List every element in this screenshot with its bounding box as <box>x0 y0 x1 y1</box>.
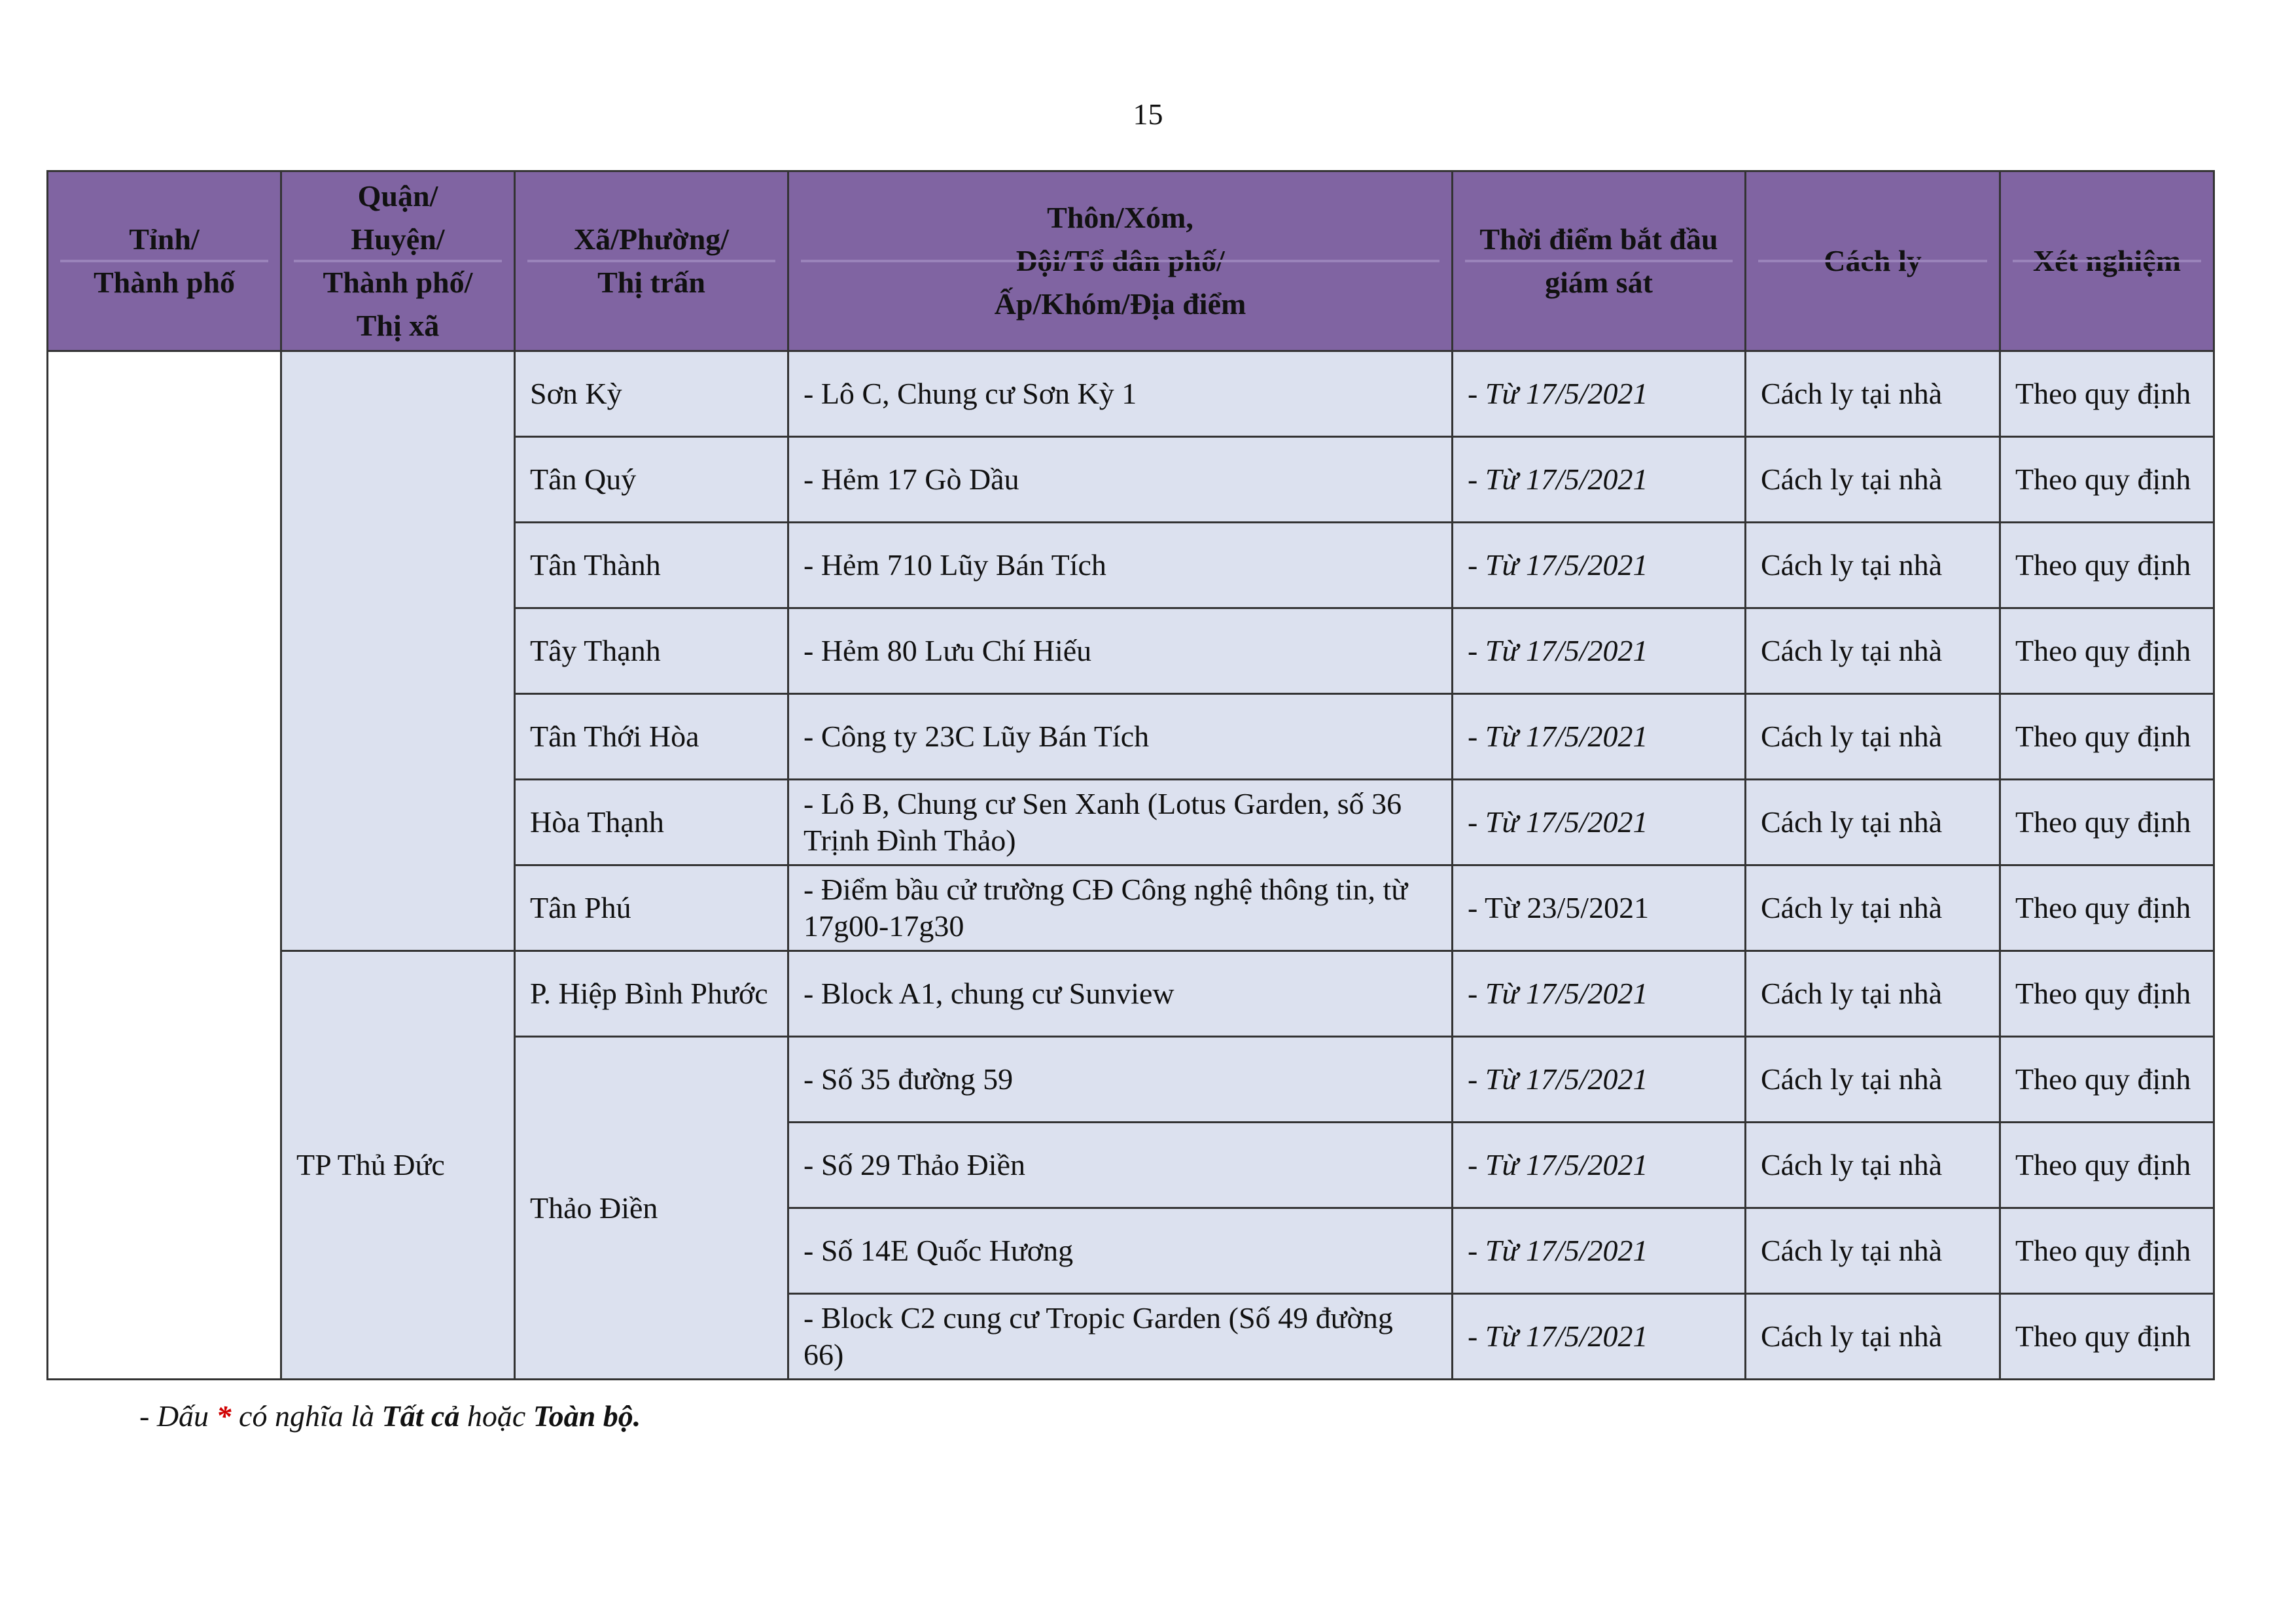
isolation-cell: Cách ly tại nhà <box>1746 1208 2000 1294</box>
location-cell: - Hẻm 80 Lưu Chí Hiếu <box>788 608 1453 694</box>
ward-cell: Tân Phú <box>515 865 788 951</box>
province-cell <box>48 351 281 1380</box>
header-row <box>48 171 2214 351</box>
header-isolation <box>1746 171 2000 351</box>
isolation-cell: Cách ly tại nhà <box>1746 865 2000 951</box>
test-cell: Theo quy định <box>2000 523 2214 608</box>
start-cell: - Từ 23/5/2021 <box>1453 865 1746 951</box>
isolation-cell: Cách ly tại nhà <box>1746 694 2000 780</box>
header-label: Tỉnh/ Thành phố <box>93 222 236 299</box>
location-cell: - Số 35 đường 59 <box>788 1037 1453 1123</box>
ward-cell: Tây Thạnh <box>515 608 788 694</box>
page-number: 15 <box>1133 97 1163 131</box>
isolation-cell: Cách ly tại nhà <box>1746 1294 2000 1380</box>
header-label: Thôn/Xóm, Đội/Tổ dân phố/ Ấp/Khóm/Địa điểm <box>994 201 1246 321</box>
footnote-or: hoặc <box>459 1399 533 1433</box>
asterisk-mark: * <box>216 1399 232 1433</box>
location-cell: - Điểm bầu cử trường CĐ Công nghệ thông tin, từ 17g00-17g30 <box>788 865 1453 951</box>
district-cell: TP Thủ Đức <box>281 951 515 1380</box>
header-label: Xã/Phường/ Thị trấn <box>573 222 730 299</box>
table-row <box>48 951 2214 1037</box>
start-cell: - Từ 17/5/2021 <box>1453 523 1746 608</box>
start-cell: - Từ 17/5/2021 <box>1453 437 1746 523</box>
footnote-mid: có nghĩa là <box>231 1399 382 1433</box>
location-cell: - Hẻm 710 Lũy Bán Tích <box>788 523 1453 608</box>
isolation-cell: Cách ly tại nhà <box>1746 608 2000 694</box>
location-cell: - Số 14E Quốc Hương <box>788 1208 1453 1294</box>
test-cell: Theo quy định <box>2000 865 2214 951</box>
footnote-whole: Toàn bộ. <box>533 1399 641 1433</box>
header-label: Cách ly <box>1824 244 1922 277</box>
start-cell: - Từ 17/5/2021 <box>1453 951 1746 1037</box>
district-cell <box>281 351 515 951</box>
test-cell: Theo quy định <box>2000 1208 2214 1294</box>
table-row <box>48 351 2214 437</box>
start-cell: - Từ 17/5/2021 <box>1453 608 1746 694</box>
test-cell: Theo quy định <box>2000 780 2214 865</box>
start-cell: - Từ 17/5/2021 <box>1453 1123 1746 1208</box>
isolation-cell: Cách ly tại nhà <box>1746 523 2000 608</box>
location-cell: - Số 29 Thảo Điền <box>788 1123 1453 1208</box>
test-cell: Theo quy định <box>2000 351 2214 437</box>
header-district <box>281 171 515 351</box>
isolation-cell: Cách ly tại nhà <box>1746 351 2000 437</box>
start-cell: - Từ 17/5/2021 <box>1453 1208 1746 1294</box>
ward-cell: P. Hiệp Bình Phước <box>515 951 788 1037</box>
ward-cell: Tân Thới Hòa <box>515 694 788 780</box>
test-cell: Theo quy định <box>2000 1294 2214 1380</box>
test-cell: Theo quy định <box>2000 1123 2214 1208</box>
test-cell: Theo quy định <box>2000 694 2214 780</box>
header-label: Thời điểm bắt đầu giám sát <box>1479 222 1718 299</box>
isolation-cell: Cách ly tại nhà <box>1746 1123 2000 1208</box>
ward-cell: Tân Thành <box>515 523 788 608</box>
location-cell: - Lô B, Chung cư Sen Xanh (Lotus Garden, số 36 Trịnh Đình Thảo) <box>788 780 1453 865</box>
start-cell: - Từ 17/5/2021 <box>1453 351 1746 437</box>
ward-cell: Sơn Kỳ <box>515 351 788 437</box>
header-ward <box>515 171 788 351</box>
location-cell: - Block A1, chung cư Sunview <box>788 951 1453 1037</box>
test-cell: Theo quy định <box>2000 951 2214 1037</box>
header-label: Xét nghiệm <box>2032 244 2181 277</box>
footnote-prefix: - Dấu <box>139 1399 217 1433</box>
isolation-cell: Cách ly tại nhà <box>1746 1037 2000 1123</box>
isolation-cell: Cách ly tại nhà <box>1746 780 2000 865</box>
ward-cell: Tân Quý <box>515 437 788 523</box>
monitoring-table <box>46 170 2215 1380</box>
location-cell: - Công ty 23C Lũy Bán Tích <box>788 694 1453 780</box>
footnote-all: Tất cả <box>381 1399 460 1433</box>
test-cell: Theo quy định <box>2000 608 2214 694</box>
ward-cell: Hòa Thạnh <box>515 780 788 865</box>
isolation-cell: Cách ly tại nhà <box>1746 951 2000 1037</box>
header-province <box>48 171 281 351</box>
location-cell: - Hẻm 17 Gò Dầu <box>788 437 1453 523</box>
isolation-cell: Cách ly tại nhà <box>1746 437 2000 523</box>
header-start-time <box>1453 171 1746 351</box>
test-cell: Theo quy định <box>2000 1037 2214 1123</box>
header-testing <box>2000 171 2214 351</box>
start-cell: - Từ 17/5/2021 <box>1453 780 1746 865</box>
start-cell: - Từ 17/5/2021 <box>1453 1037 1746 1123</box>
ward-cell: Thảo Điền <box>515 1037 788 1380</box>
header-label: Quận/ Huyện/ Thành phố/ Thị xã <box>323 179 473 342</box>
location-cell: - Lô C, Chung cư Sơn Kỳ 1 <box>788 351 1453 437</box>
start-cell: - Từ 17/5/2021 <box>1453 694 1746 780</box>
location-cell: - Block C2 cung cư Tropic Garden (Số 49 đường 66) <box>788 1294 1453 1380</box>
test-cell: Theo quy định <box>2000 437 2214 523</box>
footnote <box>139 1399 641 1433</box>
start-cell: - Từ 17/5/2021 <box>1453 1294 1746 1380</box>
header-location <box>788 171 1453 351</box>
